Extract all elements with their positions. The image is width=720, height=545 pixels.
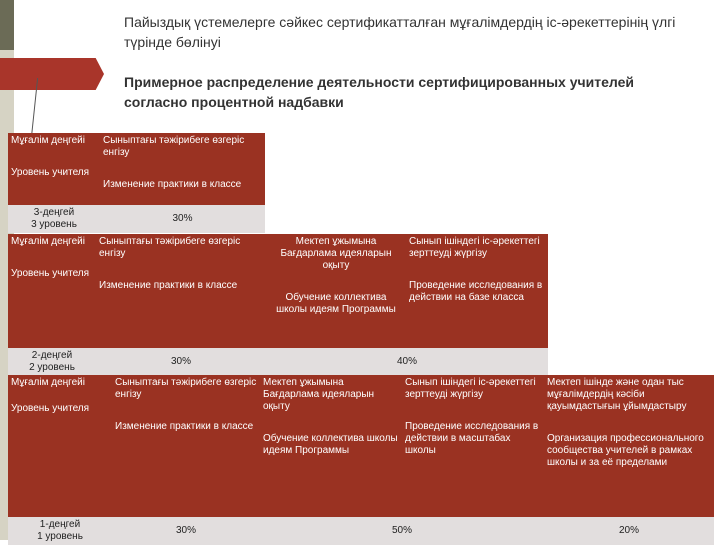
level2-pct2: 40% [396,356,417,367]
col4-kz: Мектеп ішінде және одан тыс мұғалімдердің кәсіби қауымдастығын ұйымдастыру [547,377,687,412]
col3-kz: Сынып ішіндегі іс-әрекеттегі зерттеуді жүргізу [405,377,536,400]
teacher-level-ru: Уровень учителя [11,268,90,279]
level1-pct1: 30% [175,525,196,536]
col2-kz: Мектеп ұжымына Бағдарлама идеяларын оқыту [263,377,375,412]
level1-table [8,375,714,545]
col1-kz: Сыныптағы тәжірибеге өзгеріс енгізу [115,377,257,400]
level3-label-ru: 3 уровень [31,219,77,230]
col3-ru: Проведение исследования в действии в масштабах школы [405,421,539,456]
level1-pct2: 50% [391,525,412,536]
col1-kz: Сыныптағы тәжірибеге өзгеріс енгізу [99,236,241,259]
level2-label-kz: 2-деңгей [31,350,73,361]
level1-pct3: 20% [618,525,639,536]
arrow-shape [0,58,104,90]
col1-ru: Изменение практики в классе [103,179,242,190]
level3-table [8,133,265,233]
teacher-level-kz: Мұғалім деңгейі [11,135,85,146]
level1-label-kz: 1-деңгей [39,519,81,530]
level1-label-ru: 1 уровень [37,531,83,542]
level3-label-kz: 3-деңгей [33,207,75,218]
col3-ru: Проведение исследования в действии на базе класса [409,280,543,303]
teacher-level-ru: Уровень учителя [11,403,90,414]
col1-ru: Изменение практики в классе [115,421,254,432]
level2-table [8,234,548,376]
level2-pct1: 30% [170,356,191,367]
col4-ru: Организация профессионального сообщества учителей в рамках школы и за её пределами [547,433,704,468]
teacher-level-kz: Мұғалім деңгейі [11,236,85,247]
col3-kz: Сынып ішіндегі іс-әрекеттегі зерттеуді жүргізу [409,236,540,259]
col2-kz: Мектеп ұжымына Бағдарлама идеяларын оқыту [280,236,392,271]
title-kazakh: Пайыздық үстемелерге сәйкес сертификатталған мұғалімдердің іс-әрекеттерінің үлгі түрінде бөлінуі [124,14,676,50]
teacher-level-ru: Уровень учителя [11,167,90,178]
col2-ru: Обучение коллектива школы идеям Программы [263,433,398,456]
level3-pct1: 30% [172,213,193,224]
col1-ru: Изменение практики в классе [99,280,238,291]
title-russian: Примерное распределение деятельности сертифицированных учителей согласно процентной надбавки [124,74,634,110]
teacher-level-kz: Мұғалім деңгейі [11,377,85,388]
level2-label-ru: 2 уровень [29,362,75,373]
sidebar-accent [0,0,14,50]
col2-ru: Обучение коллектива школы идеям Программы [276,292,396,315]
col1-kz: Сыныптағы тәжірибеге өзгеріс енгізу [103,135,245,158]
